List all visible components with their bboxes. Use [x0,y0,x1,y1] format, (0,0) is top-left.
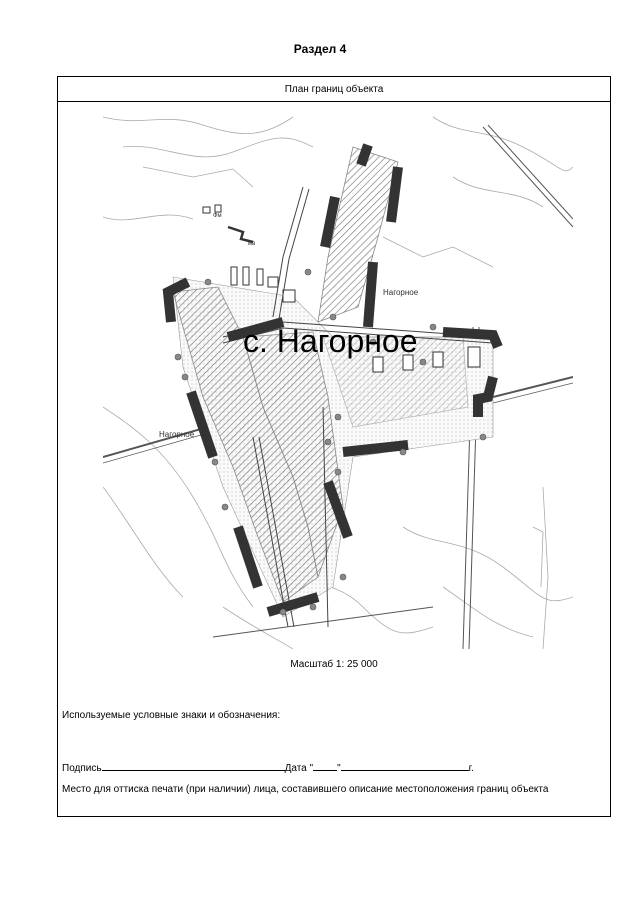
plan-frame [57,76,611,817]
signature-row [62,760,474,774]
small-label-1: Фм [213,213,222,219]
date-quote: " [337,763,341,774]
place-label-west: Нагорное [159,430,195,439]
stamp-note: Место для оттиска печати (при наличии) лица, составившего описание местоположения границ объекта [62,784,549,795]
date-month-line[interactable] [341,760,469,771]
section-title: Раздел 4 [293,42,347,56]
date-label: Дата " [284,763,314,774]
village-label: с. Нагорное [243,323,418,359]
plan-header: План границ объекта [58,77,610,102]
scale-label: Масштаб 1: 25 000 [290,659,378,670]
legend-label: Используемые условные знаки и обозначения: [62,710,281,721]
date-day-line[interactable] [313,760,337,771]
signature-label: Подпись [62,763,102,774]
year-suffix: г. [468,763,474,774]
boundary-map [103,107,573,649]
signature-line[interactable] [102,760,285,771]
small-label-2: мв [248,241,256,247]
place-label-east: Нагорное [383,288,419,297]
